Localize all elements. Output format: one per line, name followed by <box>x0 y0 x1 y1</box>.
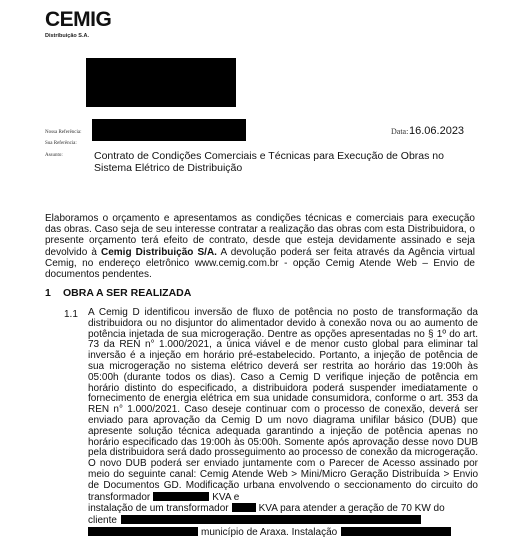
redacted-client-2 <box>88 527 198 536</box>
company-name: Cemig Distribuição S/A. <box>100 246 217 258</box>
section-number: 1 <box>45 287 51 299</box>
redacted-kva-2 <box>232 503 256 512</box>
section-title: OBRA A SER REALIZADA <box>63 287 192 299</box>
cemig-logo: CEMIG <box>45 8 112 31</box>
intro-part2: A devolução poderá ser feita através da Agência virtual Cemig, no endereço eletrônico www.cemig.com.br - opção Cemig Atende Web – Envio de documentos pendentes. <box>45 246 475 281</box>
item-tail2-b: KVA para atender a geração de 70 KW do <box>258 503 445 515</box>
intro-paragraph <box>45 213 475 280</box>
assunto-label: Assunto: <box>45 153 63 158</box>
item-tail1: KVA e <box>212 491 240 503</box>
redacted-client <box>121 515 421 524</box>
date-label: Data: <box>391 127 409 136</box>
subject-text: Contrato de Condições Comerciais e Técnicas para Execução de Obras no Sistema Elétrico de Distribuição <box>94 150 444 174</box>
item-tail4: município de Araxa. Instalação <box>201 526 338 538</box>
logo-subtitle: Distribuição S.A. <box>45 33 90 39</box>
redacted-reference <box>92 119 246 141</box>
date-value: 16.06.2023 <box>409 125 465 137</box>
nossa-referencia-label: Nossa Referência: <box>45 130 82 135</box>
redacted-kva-1 <box>153 492 209 501</box>
item-text: A Cemig D identificou inversão de fluxo de potência no posto de transformação da distribuidora ou no disjuntor do alimentador devido à conexão nova ou ao aumento de potência injetada de sua microgeração. Dentre as opções apresentadas no § 1º do art. 73 da REN n° 1.000/2021, a única viável e de menor custo global para eliminar tal inversão é a injeção em horário pré-estabelecido. Portanto, a injeção de potência de sua microgeração no sistema elétrico deverá ser restrita ao horário das 19:00h às 05:00h (durante todos os dias). Caso a Cemig D verifique injeção de potência em horário distinto do especificado, a distribuidora poderá suspender imediatamente o fornecimento de energia elétrica em sua unidade consumidora, conforme o art. 353 da REN n° 1.000/2021. Caso deseje continuar com o processo de conexão, deverá ser enviado para aprovação da Cemig D um novo diagrama unifilar básico (DUB) que apresente solução técnica adequada garantindo a injeção de potência apenas no horário especificado das 19:00h às 05:00h. Somente após aprovação desse novo DUB pela distribuidora será dado prosseguimento ao processo de conexão da microgeração. O novo DUB poderá ser enviado juntamente com o Parecer de Acesso assinado por meio do seguinte canal: Cemig Atende Web > Mini/Micro Geração Distribuída > Envio de Documentos GD. Modificação urbana envolvendo o seccionamento do circuito do transformador <box>88 307 478 503</box>
item-number: 1.1 <box>64 309 78 320</box>
sua-referencia-label: Sua Referência: <box>45 141 77 146</box>
section-heading <box>45 287 191 299</box>
item-tail3: cliente <box>88 515 117 527</box>
item-paragraph <box>88 308 478 539</box>
item-tail2-a: instalação de um transformador <box>88 503 229 515</box>
redacted-location <box>341 527 451 536</box>
intro-part1: Elaboramos o orçamento e apresentamos as condições técnicas e comerciais para execução das obras. Caso seja de seu interesse contratar a realização das obras com esta Distribuidora, o presente orçamento terá efeito de contrato, desde que esteja devidamente assinado e seja devolvido à <box>45 213 475 258</box>
redacted-address-block <box>86 58 236 107</box>
